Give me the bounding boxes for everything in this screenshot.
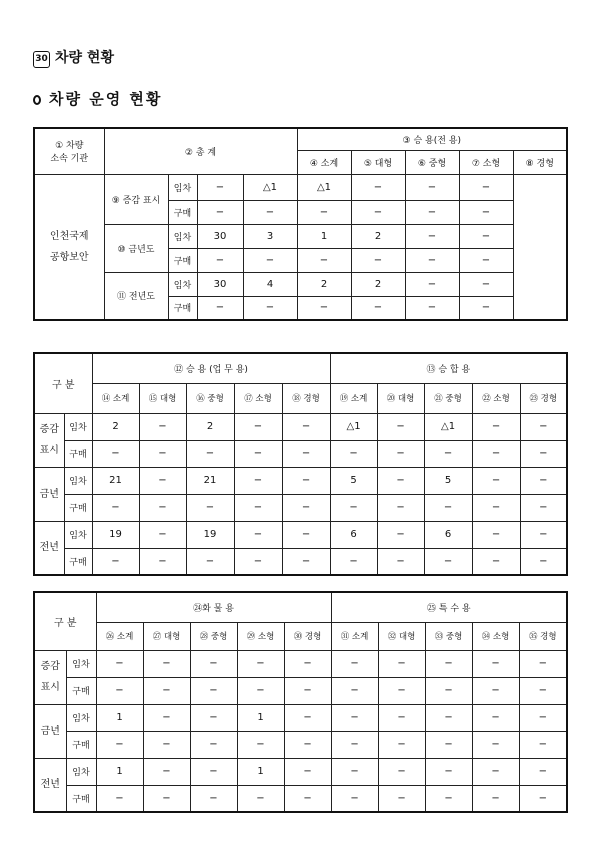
data-cell: − — [472, 758, 519, 785]
data-cell: 2 — [92, 413, 139, 440]
data-cell: − — [284, 704, 331, 731]
data-cell: − — [472, 440, 520, 467]
subheader-cell: ㉟ 경형 — [519, 622, 567, 650]
table-row — [34, 174, 567, 200]
row-type: 임차 — [66, 704, 96, 731]
data-cell: − — [297, 248, 351, 272]
data-cell: − — [520, 413, 567, 440]
data-cell: − — [520, 440, 567, 467]
data-cell: 1 — [96, 758, 143, 785]
data-cell: − — [331, 677, 378, 704]
data-cell: − — [519, 785, 567, 812]
data-cell: − — [425, 758, 472, 785]
data-cell: − — [243, 248, 297, 272]
data-cell: 2 — [186, 413, 234, 440]
data-cell: − — [243, 200, 297, 224]
data-cell: − — [459, 224, 513, 248]
data-cell: − — [519, 704, 567, 731]
data-cell: 30 — [197, 272, 243, 296]
data-cell: − — [331, 758, 378, 785]
data-cell: − — [190, 650, 237, 677]
data-cell: − — [282, 548, 330, 575]
data-cell: − — [520, 521, 567, 548]
data-cell: 4 — [243, 272, 297, 296]
data-cell: 3 — [243, 224, 297, 248]
data-cell: − — [377, 548, 424, 575]
row-type: 임차 — [64, 521, 92, 548]
data-cell: − — [425, 704, 472, 731]
subheader-cell: ㉖ 소계 — [96, 622, 143, 650]
subheader-cell: ㉞ 소형 — [472, 622, 519, 650]
subheader-cell: ④ 소계 — [297, 150, 351, 174]
data-cell: − — [190, 785, 237, 812]
data-cell: − — [424, 548, 472, 575]
data-cell: − — [284, 731, 331, 758]
data-cell: − — [520, 548, 567, 575]
data-cell: 5 — [330, 467, 377, 494]
data-cell: − — [377, 521, 424, 548]
data-cell: − — [139, 548, 186, 575]
data-cell: − — [284, 650, 331, 677]
row-type: 구매 — [168, 200, 197, 224]
data-cell: − — [377, 440, 424, 467]
data-cell: − — [377, 413, 424, 440]
data-cell: − — [472, 494, 520, 521]
data-cell: − — [472, 785, 519, 812]
data-cell: 5 — [424, 467, 472, 494]
cargo-special-table — [33, 591, 568, 813]
data-cell: − — [139, 467, 186, 494]
data-cell: − — [378, 731, 425, 758]
data-cell: − — [96, 650, 143, 677]
table-row — [34, 650, 567, 677]
data-cell: 2 — [351, 224, 405, 248]
table-row — [34, 785, 567, 812]
row-type: 구매 — [64, 548, 92, 575]
category-header: 구 분 — [34, 353, 92, 413]
subheader-cell: ㉒ 소형 — [472, 383, 520, 413]
row-type: 구매 — [64, 494, 92, 521]
subheader-cell: ⑳ 대형 — [377, 383, 424, 413]
data-cell: 6 — [330, 521, 377, 548]
data-cell: − — [330, 548, 377, 575]
subheader-cell: ⑯ 중형 — [186, 383, 234, 413]
data-cell: − — [139, 413, 186, 440]
passenger-header: ③ 승 용(전 용) — [297, 128, 567, 150]
data-cell: − — [351, 200, 405, 224]
table-row — [34, 494, 567, 521]
data-cell: − — [519, 650, 567, 677]
data-cell: − — [472, 413, 520, 440]
data-cell: − — [234, 521, 282, 548]
data-cell: − — [472, 650, 519, 677]
data-cell: − — [186, 440, 234, 467]
table-row — [34, 272, 567, 296]
data-cell: − — [197, 296, 243, 320]
group-label: 전년 — [34, 758, 66, 812]
total-header: ② 총 계 — [104, 128, 297, 174]
group-label: 금년 — [34, 704, 66, 758]
subheader-cell: ㉗ 대형 — [143, 622, 190, 650]
data-cell: − — [139, 521, 186, 548]
data-cell: − — [520, 467, 567, 494]
data-cell: 30 — [197, 224, 243, 248]
subheader-cell: ⑱ 경형 — [282, 383, 330, 413]
data-cell: − — [331, 650, 378, 677]
org-name: 인천국제 공항보안 — [34, 174, 104, 320]
subheader-cell: ㉓ 경형 — [520, 383, 567, 413]
subheader-cell: ⑦ 소형 — [459, 150, 513, 174]
row-type: 임차 — [168, 272, 197, 296]
data-cell: − — [284, 785, 331, 812]
data-cell: − — [425, 677, 472, 704]
page-title — [33, 47, 114, 68]
data-cell: − — [92, 548, 139, 575]
data-cell: − — [96, 785, 143, 812]
row-type: 임차 — [64, 413, 92, 440]
row-type: 임차 — [168, 174, 197, 200]
section-number: 30 — [33, 51, 50, 68]
data-cell: − — [405, 224, 459, 248]
data-cell: 21 — [92, 467, 139, 494]
data-cell: − — [472, 704, 519, 731]
row-type: 임차 — [64, 467, 92, 494]
row-type: 임차 — [66, 650, 96, 677]
org-header: ① 차량 소속 기관 — [34, 128, 104, 174]
data-cell: − — [237, 785, 284, 812]
data-cell: − — [425, 731, 472, 758]
data-cell: − — [92, 494, 139, 521]
vehicle-operation-table — [33, 127, 568, 321]
data-cell: − — [284, 677, 331, 704]
subheader-cell: ⑭ 소계 — [92, 383, 139, 413]
data-cell: − — [459, 248, 513, 272]
data-cell: − — [378, 758, 425, 785]
data-cell: △1 — [330, 413, 377, 440]
special-header: ㉕ 특 수 용 — [331, 592, 567, 622]
data-cell: 1 — [237, 758, 284, 785]
table-row — [34, 224, 567, 248]
data-cell: − — [472, 521, 520, 548]
row-type: 구매 — [66, 677, 96, 704]
data-cell: 6 — [424, 521, 472, 548]
data-cell: − — [96, 731, 143, 758]
bullet-icon — [33, 95, 41, 105]
data-cell: − — [143, 731, 190, 758]
group-label: ⑩ 금년도 — [104, 224, 168, 272]
data-cell: − — [143, 704, 190, 731]
data-cell: − — [143, 785, 190, 812]
data-cell: − — [297, 296, 351, 320]
subheader-cell: ㉝ 중형 — [425, 622, 472, 650]
table-row — [34, 521, 567, 548]
subheader-cell: ㉑ 중형 — [424, 383, 472, 413]
data-cell: − — [282, 494, 330, 521]
page-title-text: 차량 현황 — [55, 50, 114, 66]
section-title — [33, 88, 162, 109]
row-type: 구매 — [168, 248, 197, 272]
data-cell: − — [424, 494, 472, 521]
data-cell: − — [190, 731, 237, 758]
data-cell: − — [143, 677, 190, 704]
data-cell: − — [234, 548, 282, 575]
table-row — [34, 440, 567, 467]
data-cell: − — [234, 440, 282, 467]
subheader-cell: ⑲ 소계 — [330, 383, 377, 413]
group-label: 금년 — [34, 467, 64, 521]
data-cell: △1 — [424, 413, 472, 440]
data-cell: − — [472, 467, 520, 494]
data-cell: − — [96, 677, 143, 704]
subheader-cell: ⑮ 대형 — [139, 383, 186, 413]
subheader-cell: ㉜ 대형 — [378, 622, 425, 650]
subheader-cell: ㉚ 경형 — [284, 622, 331, 650]
van-header: ⑬ 승 합 용 — [330, 353, 567, 383]
group-label: 증감 표시 — [34, 650, 66, 704]
row-type: 구매 — [64, 440, 92, 467]
data-cell: − — [472, 731, 519, 758]
data-cell: − — [405, 296, 459, 320]
data-cell: − — [405, 272, 459, 296]
data-cell: − — [377, 467, 424, 494]
data-cell: − — [459, 296, 513, 320]
data-cell: − — [237, 731, 284, 758]
data-cell: 2 — [297, 272, 351, 296]
data-cell: 21 — [186, 467, 234, 494]
data-cell: − — [234, 467, 282, 494]
data-cell: − — [378, 704, 425, 731]
data-cell: − — [243, 296, 297, 320]
data-cell: − — [234, 413, 282, 440]
data-cell: − — [297, 200, 351, 224]
group-label: 증감 표시 — [34, 413, 64, 467]
table-row — [34, 731, 567, 758]
data-cell: − — [472, 548, 520, 575]
table-row — [34, 548, 567, 575]
data-cell: − — [197, 248, 243, 272]
table-row — [34, 704, 567, 731]
subheader-cell: ⑧ 경형 — [513, 150, 567, 174]
group-label: ⑪ 전년도 — [104, 272, 168, 320]
data-cell: 19 — [92, 521, 139, 548]
data-cell: 19 — [186, 521, 234, 548]
table-row — [34, 467, 567, 494]
data-cell: 1 — [237, 704, 284, 731]
business-passenger-header: ⑫ 승 용 (업 무 용) — [92, 353, 330, 383]
data-cell: − — [459, 200, 513, 224]
data-cell: − — [186, 494, 234, 521]
data-cell: − — [519, 677, 567, 704]
data-cell: − — [377, 494, 424, 521]
subheader-cell: ⑰ 소형 — [234, 383, 282, 413]
data-cell: △1 — [297, 174, 351, 200]
data-cell: − — [139, 494, 186, 521]
data-cell: − — [284, 758, 331, 785]
data-cell: − — [190, 677, 237, 704]
subheader-cell: ㉙ 소형 — [237, 622, 284, 650]
data-cell: − — [234, 494, 282, 521]
data-cell: 1 — [297, 224, 351, 248]
data-cell: − — [197, 200, 243, 224]
subheader-cell: ⑤ 대형 — [351, 150, 405, 174]
data-cell: − — [331, 704, 378, 731]
data-cell: − — [378, 785, 425, 812]
category-header: 구 분 — [34, 592, 96, 650]
data-cell: − — [282, 413, 330, 440]
table-row — [34, 677, 567, 704]
data-cell: − — [331, 785, 378, 812]
data-cell: − — [282, 467, 330, 494]
data-cell: − — [425, 650, 472, 677]
data-cell: − — [237, 677, 284, 704]
data-cell: − — [519, 731, 567, 758]
data-cell: − — [92, 440, 139, 467]
subheader-cell: ㉘ 중형 — [190, 622, 237, 650]
group-label: ⑨ 증감 표시 — [104, 174, 168, 224]
data-cell: − — [351, 248, 405, 272]
data-cell: − — [143, 758, 190, 785]
data-cell: − — [519, 758, 567, 785]
subheader-cell: ⑥ 중형 — [405, 150, 459, 174]
data-cell: − — [190, 704, 237, 731]
data-cell: − — [237, 650, 284, 677]
row-type: 구매 — [66, 731, 96, 758]
data-cell: − — [331, 731, 378, 758]
data-cell: − — [378, 677, 425, 704]
data-cell: − — [405, 174, 459, 200]
data-cell: − — [330, 494, 377, 521]
data-cell: 2 — [351, 272, 405, 296]
data-cell: − — [190, 758, 237, 785]
group-label: 전년 — [34, 521, 64, 575]
data-cell: − — [186, 548, 234, 575]
data-cell: − — [351, 174, 405, 200]
passenger-vehicle-table — [33, 352, 568, 576]
data-cell: − — [197, 174, 243, 200]
data-cell: − — [405, 200, 459, 224]
data-cell: − — [330, 440, 377, 467]
row-type: 구매 — [66, 785, 96, 812]
data-cell: − — [520, 494, 567, 521]
data-cell: − — [405, 248, 459, 272]
data-cell: − — [351, 296, 405, 320]
data-cell: − — [425, 785, 472, 812]
data-cell: − — [459, 272, 513, 296]
data-cell: − — [282, 521, 330, 548]
data-cell: 1 — [96, 704, 143, 731]
data-cell: − — [282, 440, 330, 467]
data-cell: − — [378, 650, 425, 677]
data-cell: − — [459, 174, 513, 200]
cargo-header: ㉔화 물 용 — [96, 592, 331, 622]
subheader-cell: ㉛ 소계 — [331, 622, 378, 650]
data-cell: △1 — [243, 174, 297, 200]
row-type: 임차 — [168, 224, 197, 248]
data-cell: − — [472, 677, 519, 704]
table-row — [34, 758, 567, 785]
data-cell: − — [143, 650, 190, 677]
table-row — [34, 413, 567, 440]
section-title-text: 차량 운영 현황 — [49, 90, 163, 108]
row-type: 임차 — [66, 758, 96, 785]
data-cell: − — [139, 440, 186, 467]
data-cell: − — [424, 440, 472, 467]
row-type: 구매 — [168, 296, 197, 320]
